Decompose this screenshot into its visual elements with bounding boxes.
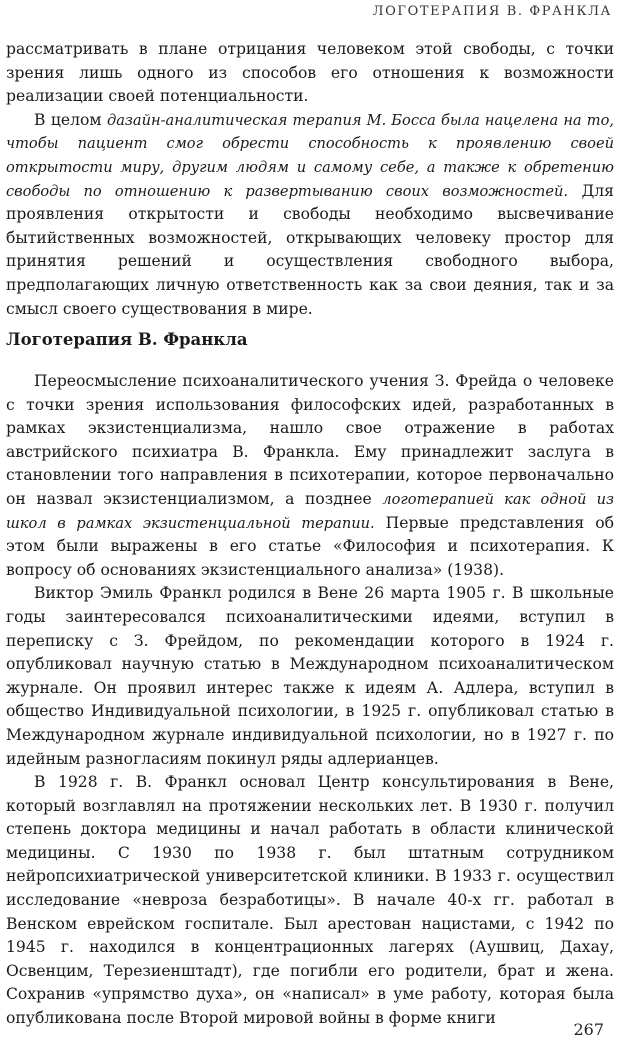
text-block-main [6,370,614,1031]
text-block-intro [6,38,614,321]
paragraph [6,109,614,321]
italic-emphasis: логотерапией как одной из школ в рамках экзистенциальной терапии. [6,490,614,532]
running-head: ЛОГОТЕРАПИЯ В. ФРАНКЛА [372,4,612,19]
paragraph-text: В целом [34,110,107,129]
paragraph: Виктор Эмиль Франкл родился в Вене 26 марта 1905 г. В школьные годы заинтересовался психоаналитическими идеями, вступил в переписку с З. Фрейдом, по рекомендации которого в 1924 г. опубликовал научную статью в Международном психоаналитическом журнале. Он проявил интерес также к идеям А. Адлера, вступил в общество Индивидуальной психологии, в 1925 г. опубликовал статью в Международном журнале индивидуальной психологии, но в 1927 г. по идейным разногласиям покинул ряды адлерианцев. [6,584,614,768]
paragraph-text: Для проявления открытости и свободы необходимо высвечивание бытийственных возможностей, открывающих человеку простор для принятия решений и осуществления свободного выбора, предполагающих личную ответственность как за свои деяния, так и за смысл своего существования в мире. [6,181,614,318]
paragraph-text: Первые представления об этом были выражены в его статье «Философия и психотерапия. К вопросу об основаниях экзистенциального анализа» (1938). [6,513,614,579]
paragraph-text: Переосмысление психоаналитического учения З. Фрейда о человеке с точки зрения использования философских идей, разработанных в рамках экзистенциализма, нашло свое отражение в работах австрийского психиатра В. Франкла. Ему принадлежит заслуга в становлении того направления в психотерапии, которое первоначально он назвал экзистенциализмом, а позднее [6,372,614,508]
section-heading: Логотерапия В. Франкла [6,330,248,349]
paragraph [6,370,614,582]
paragraph: В 1928 г. В. Франкл основал Центр консультирования в Вене, который возглавлял на протяжении нескольких лет. В 1930 г. получил степень доктора медицины и начал работать в области клинической медицины. С 1930 по 1938 г. был штатным сотрудником нейропсихиатрической университетской клиники. В 1933 г. осуществил исследование «невроза безработицы». В начале 40-х гг. работал в Венском еврейском госпитале. Был арестован нацистами, с 1942 по 1945 г. находился в концентрационных лагерях (Аушвиц, Дахау, Освенцим, Терезиенштадт), где погибли его родители, брат и жена. Сохранив «упрямство духа», он «написал» в уме работу, которая была опубликована после Второй мировой войны в форме книги [6,773,614,1028]
paragraph: рассматривать в плане отрицания человеком этой свободы, с точки зрения лишь одного из способов его отношения к возможности реализации своей потенциальности. [6,40,614,106]
italic-emphasis: дазайн-аналитическая терапия М. Босса была нацелена на то, чтобы пациент смог обрести способность к проявлению своей открытости миру, другим людям и самому себе, а также к обретению свободы по отношению к развертыванию своих возможностей. [6,111,614,200]
page-number: 267 [573,1020,604,1039]
